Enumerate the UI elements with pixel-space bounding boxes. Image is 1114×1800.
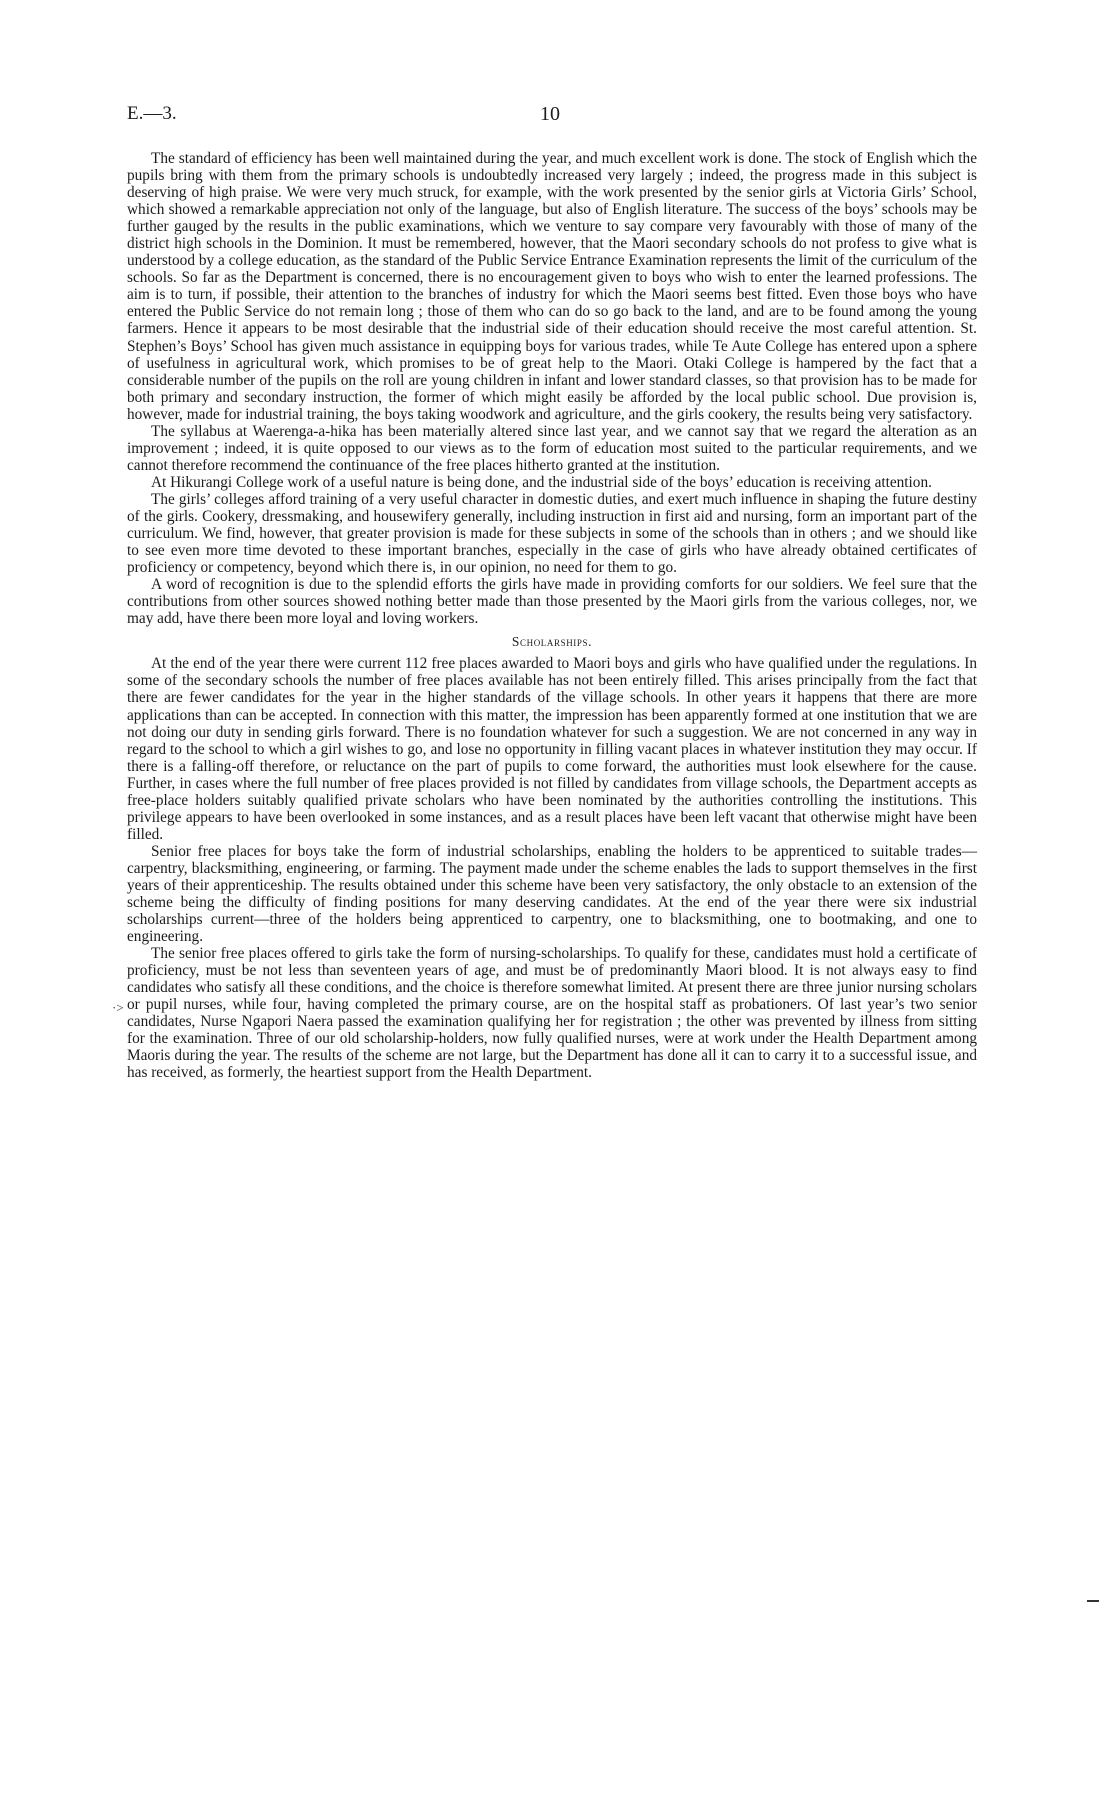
paragraph-hikurangi: At Hikurangi College work of a useful nature is being done, and the industrial side of the boys’ education is receiving attention.: [151, 473, 932, 491]
paragraph-waerenga: The syllabus at Waerenga-a-hika has been materially altered since last year, and we cannot say that we regard the alteration as an improvement ; indeed, it is quite opposed to our views as to the form of education most suited to the particular requirements, and we cannot therefore recommend the continuance of the free places hitherto granted at the institution.: [127, 422, 977, 474]
paragraph-efficiency: The standard of efficiency has been well maintained during the year, and much excellent work is done. The stock of English which the pupils bring with them from the primary schools is undoubtedly increased very largely ; indeed, the progress made in this subject is deserving of high praise. We were very much struck, for example, with the work presented by the senior girls at Victoria Girls’ School, which showed a remarkable appreciation not only of the language, but also of English literature. The success of the boys’ schools may be further gauged by the results in the public examinations, which we venture to say compare very favourably with those of many of the district high schools in the Dominion. It must be remembered, however, that the Maori secondary schools do not profess to give what is understood by a college education, as the standard of the Public Service Entrance Examination represents the limit of the curriculum of the schools. So far as the Department is concerned, there is no encouragement given to boys who wish to enter the learned professions. The aim is to turn, if possible, their attention to the branches of industry for which the Maori seems best fitted. Even those boys who have entered the Public Service do not remain long ; those of them who can do so go back to the land, and are to be found among the young farmers. Hence it appears to be most desirable that the industrial side of their education should receive the most careful attention. St. Stephen’s Boys’ School has given much assistance in equipping boys for various trades, while Te Aute College has entered upon a sphere of usefulness in agricultural work, which promises to be of great help to the Maori. Otaki College is hampered by the fact that a considerable number of the pupils on the roll are young children in infant and lower standard classes, so that provision has to be made for both primary and secondary instruction, the former of which might easily be afforded by the local public school. Due provision is, however, made for industrial training, the boys taking woodwork and agriculture, and the girls cookery, the results being very satisfactory.: [127, 150, 977, 423]
paragraph-industrial-scholarships: Senior free places for boys take the form of industrial scholarships, enabling the holders to be apprenticed to suitable trades—carpentry, blacksmithing, engineering, or farming. The payment made under the scheme enables the lads to support themselves in the first years of their apprenticeship. The results obtained under this scheme have been very satisfactory, the only obstacle to an extension of the scheme being the difficulty of finding positions for many deserving candidates. At the end of the year there were six industrial scholarships current—three of the holders being apprenticed to carpentry, one to blacksmithing, one to bootmaking, and one to engineering.: [127, 842, 977, 946]
paragraph-girls-colleges: The girls’ colleges afford training of a very useful character in domestic duties, and exert much influence in shaping the future destiny of the girls. Cookery, dressmaking, and housewifery generally, including instruction in first aid and nursing, form an important part of the curriculum. We find, however, that greater provision is made for these subjects in some of the schools than in others ; and we should like to see even more time devoted to these important branches, especially in the case of girls who have already obtained certificates of proficiency or competency, beyond which there is, in our opinion, no need for them to go.: [127, 490, 977, 577]
paragraph-recognition: A word of recognition is due to the splendid efforts the girls have made in providing comforts for our soldiers. We feel sure that the contributions from other sources showed nothing better made than those presented by the Maori girls from the various colleges, nor, we may add, have there been more loyal and loving workers.: [127, 576, 977, 628]
section-heading-scholarships: Scholarships.: [511, 634, 593, 650]
report-reference: E.—3.: [127, 103, 177, 124]
body-text: [127, 150, 977, 1082]
margin-mark: ·>: [112, 1000, 124, 1015]
paragraph-nursing-scholarships: The senior free places offered to girls take the form of nursing-scholarships. To qualify for these, candidates must hold a certificate of proficiency, must be not less than seventeen years of age, and must be of predominantly Maori blood. It is not always easy to find candidates who satisfy all these conditions, and the choice is therefore somewhat limited. At present there are three junior nursing scholars or pupil nurses, while four, having completed the primary course, are on the hospital staff as probationers. Of last year’s two senior candidates, Nurse Ngapori Naera passed the examination qualifying her for registration ; the other was prevented by illness from sitting for the examination. Three of our old scholarship-holders, now fully qualified nurses, were at work under the Health Department among Maoris during the year. The results of the scheme are not large, but the Department has done all it can to carry it to a successful issue, and has received, as formerly, the heartiest support from the Health Department.: [127, 945, 977, 1082]
margin-dash: [1087, 1600, 1099, 1602]
page-number: 10: [540, 103, 560, 125]
paragraph-free-places: At the end of the year there were current 112 free places awarded to Maori boys and girls who have qualified under the regulations. In some of the secondary schools the number of free places available has not been entirely filled. This arises principally from the fact that there are fewer candidates for the year in the higher standards of the village schools. In other years it happens that there are more applications than can be accepted. In connection with this matter, the impression has been apparently formed at one institution that we are not doing our duty in sending girls forward. There is no foundation whatever for such a suggestion. We are not concerned in any way in regard to the school to which a girl wishes to go, and lose no opportunity in filling vacant places in whatever institution they may occur. If there is a falling-off therefore, or reluctance on the part of pupils to come forward, the authorities must look elsewhere for the cause. Further, in cases where the full number of free places provided is not filled by candidates from village schools, the Department accepts as free-place holders suitably qualified private scholars who have been nominated by the authorities controlling the institutions. This privilege appears to have been overlooked in some instances, and as a result places have been left vacant that otherwise might have been filled.: [127, 655, 977, 843]
